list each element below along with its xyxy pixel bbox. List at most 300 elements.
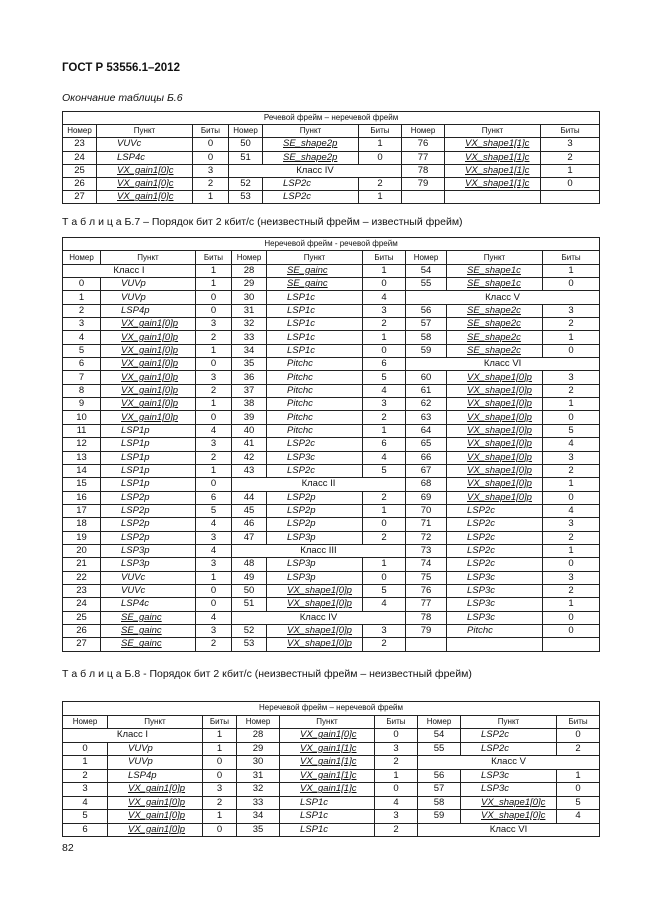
table-cell: 26 xyxy=(63,624,101,637)
table-cell: 2 xyxy=(193,177,229,190)
table-cell: LSP1c xyxy=(267,331,363,344)
table-cell: 75 xyxy=(406,571,447,584)
table-cell: 4 xyxy=(363,451,406,464)
table-row xyxy=(63,756,600,770)
table-cell: LSP3c xyxy=(447,611,543,624)
table-cell: 1 xyxy=(543,598,600,611)
table-cell: 0 xyxy=(363,518,406,531)
table-cell: 0 xyxy=(375,729,418,743)
table-cell: LSP2c xyxy=(267,438,363,451)
table-cell: LSP1p xyxy=(101,451,196,464)
table-cell: 0 xyxy=(543,491,600,504)
table-cell: 15 xyxy=(63,478,101,491)
table-cell: 40 xyxy=(232,424,267,437)
column-header-row xyxy=(63,251,600,264)
table-row xyxy=(63,424,600,437)
table-cell: 1 xyxy=(203,742,237,756)
table-cell: 6 xyxy=(63,358,101,371)
table-cell: 5 xyxy=(557,796,600,810)
table-cell: 76 xyxy=(406,584,447,597)
table-cell: 70 xyxy=(406,504,447,517)
table-cell: VX_gain1[0]p xyxy=(101,344,196,357)
table-cell: VX_gain1[1]c xyxy=(280,769,375,783)
table-cell: 1 xyxy=(203,810,237,824)
table-cell: LSP3c xyxy=(447,598,543,611)
table-cell: LSP3c xyxy=(461,769,557,783)
table-cell: 26 xyxy=(63,177,97,190)
table-cell: VX_shape1[0]c xyxy=(461,796,557,810)
table-cell: 28 xyxy=(237,729,280,743)
table-cell: LSP3p xyxy=(101,558,196,571)
table-row xyxy=(63,823,600,837)
table-cell: SE_shape1c xyxy=(447,264,543,277)
table-cell: LSP2c xyxy=(267,464,363,477)
table-cell: LSP2c xyxy=(461,742,557,756)
table-cell: 0 xyxy=(363,571,406,584)
table-cell: Pitchc xyxy=(267,398,363,411)
table-cell: VUVp xyxy=(101,291,196,304)
table-cell: 59 xyxy=(418,810,461,824)
table-cell: 0 xyxy=(363,278,406,291)
table-cell: 1 xyxy=(196,344,232,357)
table-cell: LSP2p xyxy=(267,491,363,504)
table-cell: LSP2c xyxy=(447,558,543,571)
table-row xyxy=(63,491,600,504)
table-cell: 58 xyxy=(406,331,447,344)
table-row xyxy=(63,371,600,384)
table-cell: 61 xyxy=(406,384,447,397)
table-cell: VX_gain1[0]p xyxy=(101,398,196,411)
table-row xyxy=(63,783,600,797)
table-cell: 39 xyxy=(232,411,267,424)
table-cell: 0 xyxy=(543,411,600,424)
table-cell: 4 xyxy=(63,331,101,344)
table-cell: 1 xyxy=(543,398,600,411)
table-cell: 68 xyxy=(406,478,447,491)
table-cell: 4 xyxy=(363,598,406,611)
class-label-cell: Класс I xyxy=(63,729,203,743)
class-label-cell: Класс IV xyxy=(232,611,406,624)
table-cell: 78 xyxy=(402,164,445,177)
table-cell: LSP2c xyxy=(447,531,543,544)
table-cell: 1 xyxy=(359,191,402,204)
column-header: Пункт xyxy=(461,715,557,729)
table-cell: 34 xyxy=(232,344,267,357)
table-cell: LSP4c xyxy=(97,151,193,164)
group-title-row xyxy=(63,238,600,251)
table-cell: 5 xyxy=(63,344,101,357)
table-cell: 1 xyxy=(363,558,406,571)
table-cell: 2 xyxy=(543,464,600,477)
table-cell: 0 xyxy=(196,411,232,424)
table-cell: 1 xyxy=(359,138,402,151)
table-cell: 3 xyxy=(196,624,232,637)
table-cell: VX_gain1[0]p xyxy=(101,318,196,331)
table-cell: VX_shape1[0]p xyxy=(447,451,543,464)
table-cell: LSP3c xyxy=(267,451,363,464)
table-row xyxy=(63,624,600,637)
table-cell: 1 xyxy=(543,331,600,344)
table-cell: SE_gainc xyxy=(101,611,196,624)
table-row xyxy=(63,331,600,344)
table-cell: SE_shape2c xyxy=(447,318,543,331)
table-cell: VUVp xyxy=(108,756,203,770)
table-cell: 44 xyxy=(232,491,267,504)
table-cell: 1 xyxy=(63,756,108,770)
table-cell: 0 xyxy=(359,151,402,164)
table-cell: LSP1p xyxy=(101,464,196,477)
column-header: Биты xyxy=(557,715,600,729)
table-cell: VX_shape1[0]p xyxy=(267,584,363,597)
table-cell: 78 xyxy=(406,611,447,624)
table-row xyxy=(63,344,600,357)
table-cell xyxy=(541,191,600,204)
table-cell: VX_gain1[0]c xyxy=(97,191,193,204)
table-cell: 4 xyxy=(196,518,232,531)
table-cell: 45 xyxy=(232,504,267,517)
table-cell: Pitchc xyxy=(267,371,363,384)
table-cell: SE_gainc xyxy=(101,638,196,651)
table-cell: 4 xyxy=(375,796,418,810)
table-cell: VX_gain1[0]c xyxy=(97,164,193,177)
table-cell: 24 xyxy=(63,598,101,611)
table-cell: 23 xyxy=(63,584,101,597)
table-cell: 2 xyxy=(375,823,418,837)
class-label-cell: Класс III xyxy=(232,544,406,557)
table-cell xyxy=(543,638,600,651)
table-cell: VUVc xyxy=(97,138,193,151)
table-cell: 6 xyxy=(363,358,406,371)
group-title: Неречевой фрейм - речевой фрейм xyxy=(63,238,600,251)
table-row xyxy=(63,518,600,531)
table-cell: 47 xyxy=(232,531,267,544)
table-cell: VX_shape1[0]p xyxy=(447,398,543,411)
table-cell: 32 xyxy=(237,783,280,797)
table-cell: 29 xyxy=(237,742,280,756)
table-cell: LSP1c xyxy=(267,304,363,317)
table-cell: 1 xyxy=(63,291,101,304)
table-cell: 3 xyxy=(375,742,418,756)
table-cell: 2 xyxy=(196,331,232,344)
table-cell: 3 xyxy=(196,531,232,544)
table-cell: 2 xyxy=(63,769,108,783)
table-row xyxy=(63,138,600,151)
table-cell: 50 xyxy=(232,584,267,597)
table-cell: 0 xyxy=(541,177,600,190)
table-cell: 11 xyxy=(63,424,101,437)
table-cell: 7 xyxy=(63,371,101,384)
table-cell: 50 xyxy=(229,138,263,151)
column-header: Пункт xyxy=(280,715,375,729)
table-row xyxy=(63,598,600,611)
table-row xyxy=(63,151,600,164)
table-cell: 51 xyxy=(229,151,263,164)
table-cell: LSP1c xyxy=(267,318,363,331)
table-b6 xyxy=(62,111,600,204)
table-cell: VX_gain1[0]c xyxy=(97,177,193,190)
table-cell: 4 xyxy=(363,291,406,304)
table-cell: 30 xyxy=(237,756,280,770)
table-cell: 28 xyxy=(232,264,267,277)
table-cell: 14 xyxy=(63,464,101,477)
table-cell: 3 xyxy=(363,304,406,317)
table-cell: SE_shape2c xyxy=(447,304,543,317)
table-cell: 5 xyxy=(543,424,600,437)
table-b8 xyxy=(62,701,600,837)
table-cell: 18 xyxy=(63,518,101,531)
table-cell: VX_shape1[0]p xyxy=(447,424,543,437)
table-cell: LSP4p xyxy=(108,769,203,783)
table-cell: 27 xyxy=(63,638,101,651)
table-cell: LSP1p xyxy=(101,478,196,491)
table-cell: 6 xyxy=(196,491,232,504)
table-cell: 0 xyxy=(63,742,108,756)
page-number: 82 xyxy=(62,842,74,854)
table-cell: 72 xyxy=(406,531,447,544)
table-row xyxy=(63,191,600,204)
table-cell: VX_gain1[0]p xyxy=(108,823,203,837)
document-header: ГОСТ Р 53556.1–2012 xyxy=(62,62,180,74)
table-cell: 12 xyxy=(63,438,101,451)
table-cell: 69 xyxy=(406,491,447,504)
table-cell: 73 xyxy=(406,544,447,557)
table-cell: 0 xyxy=(193,151,229,164)
table-cell: 1 xyxy=(196,278,232,291)
class-label-cell: Класс V xyxy=(418,756,600,770)
table-cell: 3 xyxy=(543,371,600,384)
table-cell: 6 xyxy=(63,823,108,837)
table-cell: VUVc xyxy=(101,571,196,584)
group-title-row xyxy=(63,702,600,716)
table-cell: VX_shape1[0]p xyxy=(267,624,363,637)
table-cell: 2 xyxy=(543,318,600,331)
table-row xyxy=(63,584,600,597)
table-cell: 56 xyxy=(406,304,447,317)
table-cell: LSP2p xyxy=(101,531,196,544)
column-header: Биты xyxy=(375,715,418,729)
table-cell: LSP2c xyxy=(447,544,543,557)
column-header-row xyxy=(63,715,600,729)
table-cell: 2 xyxy=(363,491,406,504)
table-row xyxy=(63,571,600,584)
table-cell: Pitchc xyxy=(447,624,543,637)
table-cell: 59 xyxy=(406,344,447,357)
table-cell: 0 xyxy=(543,344,600,357)
table-cell: VX_shape1[0]p xyxy=(447,371,543,384)
table-cell: LSP2c xyxy=(461,729,557,743)
table-cell: 55 xyxy=(418,742,461,756)
table-cell: 60 xyxy=(406,371,447,384)
table-cell: LSP1c xyxy=(280,823,375,837)
column-header: Пункт xyxy=(101,251,196,264)
column-header: Номер xyxy=(63,125,97,138)
table-cell: 23 xyxy=(63,138,97,151)
table-cell: 27 xyxy=(63,191,97,204)
table-cell: 4 xyxy=(196,424,232,437)
table-cell: VX_shape1[1]c xyxy=(445,164,541,177)
table-cell: 0 xyxy=(203,823,237,837)
table-cell: LSP1p xyxy=(101,424,196,437)
table-cell: 2 xyxy=(363,318,406,331)
table-cell: VX_shape1[0]p xyxy=(447,464,543,477)
table-cell: 3 xyxy=(541,138,600,151)
table-cell: 3 xyxy=(63,318,101,331)
group-title-row xyxy=(63,112,600,125)
table-cell: 30 xyxy=(232,291,267,304)
table-cell xyxy=(406,638,447,651)
table-b8-caption: Т а б л и ц а Б.8 - Порядок бит 2 кбит/с (неизвестный фрейм – неизвестный фрейм) xyxy=(62,668,472,680)
table-cell: LSP4c xyxy=(101,598,196,611)
table-cell: 33 xyxy=(237,796,280,810)
column-header: Пункт xyxy=(445,125,541,138)
table-cell: 20 xyxy=(63,544,101,557)
table-cell: 0 xyxy=(557,729,600,743)
class-label-cell: Класс VI xyxy=(406,358,600,371)
table-cell: 3 xyxy=(543,451,600,464)
table-row xyxy=(63,544,600,557)
class-label-cell: Класс I xyxy=(63,264,196,277)
table-cell: 17 xyxy=(63,504,101,517)
column-header: Номер xyxy=(402,125,445,138)
column-header-row xyxy=(63,125,600,138)
table-cell: 31 xyxy=(237,769,280,783)
column-header: Пункт xyxy=(263,125,359,138)
table-cell: 67 xyxy=(406,464,447,477)
table-cell: LSP2p xyxy=(101,518,196,531)
table-row xyxy=(63,384,600,397)
table-cell: SE_gainc xyxy=(267,278,363,291)
table-cell: 0 xyxy=(543,611,600,624)
table-cell: 3 xyxy=(193,164,229,177)
table-cell: 0 xyxy=(543,278,600,291)
table-cell: 3 xyxy=(196,438,232,451)
table-cell: 21 xyxy=(63,558,101,571)
table-row xyxy=(63,531,600,544)
table-cell: 0 xyxy=(196,291,232,304)
table-cell: 1 xyxy=(363,264,406,277)
table-cell: 0 xyxy=(196,358,232,371)
table-cell: SE_shape2p xyxy=(263,151,359,164)
table-cell: 46 xyxy=(232,518,267,531)
table-cell: 29 xyxy=(232,278,267,291)
table-cell: VX_shape1[0]p xyxy=(447,491,543,504)
table-cell: 2 xyxy=(543,584,600,597)
table-cell: 5 xyxy=(196,504,232,517)
table-cell: VX_gain1[0]p xyxy=(101,384,196,397)
table-row xyxy=(63,398,600,411)
table-cell: SE_gainc xyxy=(267,264,363,277)
table-row xyxy=(63,278,600,291)
table-cell: 2 xyxy=(196,384,232,397)
table-cell: 3 xyxy=(363,398,406,411)
table-cell: 5 xyxy=(63,810,108,824)
table-cell: 4 xyxy=(63,796,108,810)
table-cell: 36 xyxy=(232,371,267,384)
table-cell: 57 xyxy=(406,318,447,331)
table-cell: LSP2c xyxy=(263,191,359,204)
table-cell: SE_gainc xyxy=(101,624,196,637)
table-cell: SE_shape2p xyxy=(263,138,359,151)
table-row xyxy=(63,810,600,824)
table-cell: 2 xyxy=(203,796,237,810)
table-cell: 49 xyxy=(232,571,267,584)
table-cell: 2 xyxy=(363,638,406,651)
table-cell: 3 xyxy=(543,304,600,317)
column-header: Номер xyxy=(63,715,108,729)
table-cell: VX_shape1[0]p xyxy=(447,411,543,424)
table-cell: VX_gain1[0]p xyxy=(101,331,196,344)
table-cell: 76 xyxy=(402,138,445,151)
table-cell: 10 xyxy=(63,411,101,424)
table-cell: 25 xyxy=(63,611,101,624)
table-cell: 4 xyxy=(543,438,600,451)
table-cell: 43 xyxy=(232,464,267,477)
table-row xyxy=(63,729,600,743)
table-cell: 79 xyxy=(402,177,445,190)
table-cell: 1 xyxy=(193,191,229,204)
table-cell: 1 xyxy=(543,544,600,557)
table-cell: 1 xyxy=(196,264,232,277)
table-cell: 41 xyxy=(232,438,267,451)
table-cell: LSP2p xyxy=(267,504,363,517)
table-cell: 0 xyxy=(196,304,232,317)
class-label-cell: Класс IV xyxy=(229,164,402,177)
table-row xyxy=(63,177,600,190)
group-title: Речевой фрейм – неречевой фрейм xyxy=(63,112,600,125)
table-cell: 32 xyxy=(232,318,267,331)
table-cell: 13 xyxy=(63,451,101,464)
table-cell: 58 xyxy=(418,796,461,810)
table-cell: LSP3c xyxy=(461,783,557,797)
table-row xyxy=(63,742,600,756)
table-cell: VX_shape1[1]c xyxy=(445,177,541,190)
table-cell: 0 xyxy=(196,584,232,597)
table-row xyxy=(63,451,600,464)
table-cell: 2 xyxy=(63,304,101,317)
table-cell: 1 xyxy=(557,769,600,783)
table-cell: LSP2c xyxy=(447,518,543,531)
table-cell: VX_shape1[0]p xyxy=(447,384,543,397)
table-row xyxy=(63,464,600,477)
table-row xyxy=(63,558,600,571)
table-row xyxy=(63,796,600,810)
table-cell: 0 xyxy=(543,558,600,571)
table-cell: SE_shape2c xyxy=(447,331,543,344)
table-row xyxy=(63,164,600,177)
table-row xyxy=(63,264,600,277)
table-cell: 2 xyxy=(363,531,406,544)
column-header: Пункт xyxy=(267,251,363,264)
table-cell: 42 xyxy=(232,451,267,464)
table-row xyxy=(63,504,600,517)
table-cell: 66 xyxy=(406,451,447,464)
table-cell: 0 xyxy=(375,783,418,797)
table-cell: LSP1c xyxy=(267,291,363,304)
table-cell: VX_gain1[1]c xyxy=(280,742,375,756)
table-cell: Pitchc xyxy=(267,424,363,437)
table-cell: SE_shape1c xyxy=(447,278,543,291)
table-cell: 9 xyxy=(63,398,101,411)
column-header: Биты xyxy=(541,125,600,138)
table-cell: 4 xyxy=(557,810,600,824)
column-header: Номер xyxy=(229,125,263,138)
column-header: Пункт xyxy=(447,251,543,264)
table-cell: VUVc xyxy=(101,584,196,597)
table-cell: 53 xyxy=(232,638,267,651)
table-cell: 1 xyxy=(363,331,406,344)
table-cell: 77 xyxy=(402,151,445,164)
column-header: Пункт xyxy=(108,715,203,729)
